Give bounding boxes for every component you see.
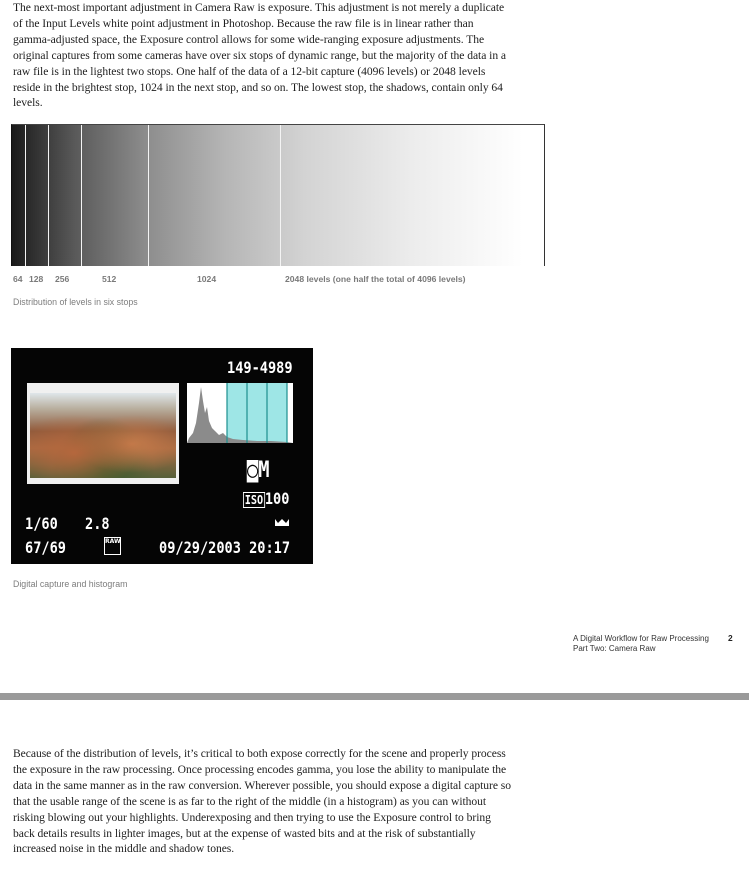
aperture: 2.8 <box>85 514 110 533</box>
frame-count: 67/69 <box>25 538 66 557</box>
iso-readout <box>243 489 289 508</box>
stop-divider <box>280 125 281 266</box>
iso-label: ISO <box>244 493 264 507</box>
levels-gradient-figure <box>11 124 545 266</box>
raw-format-icon: RAW <box>104 537 121 555</box>
level-label-2048: 2048 levels (one half the total of 4096 levels) <box>285 274 466 284</box>
intro-paragraph: The next-most important adjustment in Camera Raw is exposure. This adjustment is not merely a duplicate of the Input Levels white point adjustment in Photoshop. Because the raw file is in linear rather than gamma-adjusted space, the Exposure control allows for some wide-ranging exposure adjustments. The original captures from some cameras have over six stops of dynamic range, but the majority of the data in a raw file is in the lightest two stops. One half of the data of a 12-bit capture (4096 levels) or 2048 levels reside in the brightest stop, 1024 in the next stop, and so on. The lowest stop, the shadows, contain only 64 levels. <box>13 1 507 110</box>
iso-value: 100 <box>264 489 290 508</box>
page-number: 2 <box>728 633 733 643</box>
stop-divider <box>48 125 49 266</box>
page-break-divider <box>0 693 749 700</box>
level-label-128: 128 <box>29 274 44 284</box>
stop-divider <box>148 125 149 266</box>
level-label-256: 256 <box>55 274 70 284</box>
shooting-mode: ◙M <box>247 458 270 483</box>
shutter-speed: 1/60 <box>25 514 58 533</box>
capture-figure-caption: Digital capture and histogram <box>13 579 128 589</box>
level-label-1024: 1024 <box>197 274 217 284</box>
running-title-line1: A Digital Workflow for Raw Processing <box>573 634 709 643</box>
levels-figure-caption: Distribution of levels in six stops <box>13 297 138 307</box>
stop-divider <box>81 125 82 266</box>
running-title <box>573 634 709 653</box>
capture-datetime: 09/29/2003 20:17 <box>159 538 291 557</box>
white-balance-icon <box>274 517 290 527</box>
capture-thumbnail <box>27 383 179 484</box>
file-number: 149-4989 <box>227 358 293 377</box>
level-label-512: 512 <box>102 274 117 284</box>
running-title-line2: Part Two: Camera Raw <box>573 643 656 653</box>
camera-lcd-figure <box>11 348 313 564</box>
level-label-64: 64 <box>13 274 23 284</box>
continuation-paragraph: Because of the distribution of levels, it’s critical to both expose correctly for the scene and properly process the exposure in the raw processing. Once processing encodes gamma, you lose the ability to manipulate the data in the same manner as in the raw conversion. Wherever possible, you should expose a digital capture so that the usable range of the scene is as far to the right of the middle (in a histogram) as you can without risking blowing out your highlights. Underexposing and then trying to use the Exposure control to bring back details results in lighter images, but at the expense of wasted bits and at the risk of substantially increased noise in the middle and shadow tones. <box>13 747 511 856</box>
stop-divider <box>25 125 26 266</box>
histogram-display <box>187 383 293 443</box>
